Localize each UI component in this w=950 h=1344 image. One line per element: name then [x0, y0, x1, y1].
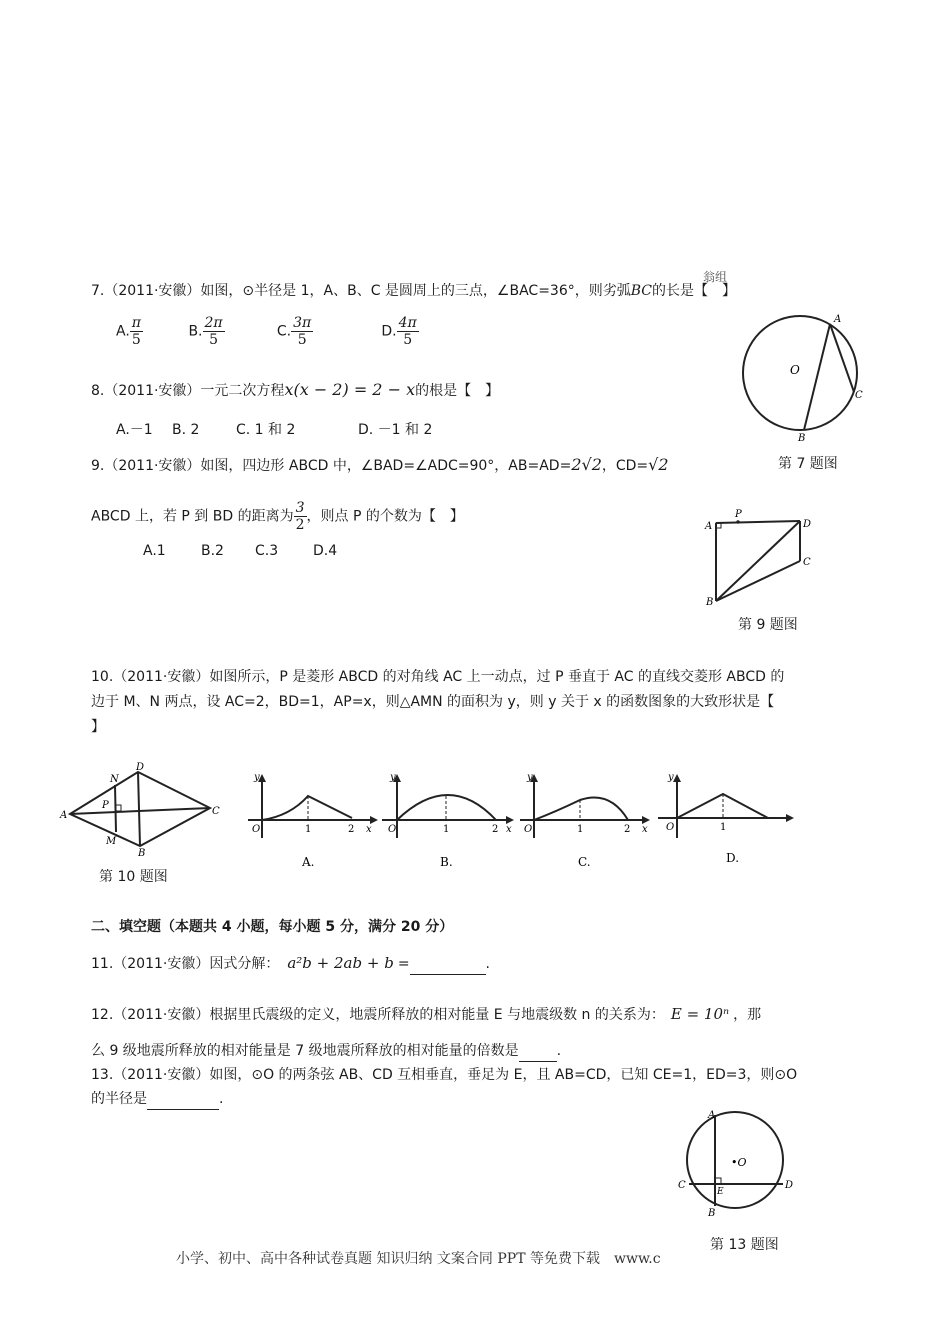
- q9-point-p: [736, 520, 740, 524]
- q9-label-p: P: [735, 509, 742, 520]
- q11-answer-blank[interactable]: [410, 954, 486, 975]
- q9-label-a: A: [705, 521, 713, 532]
- svg-text:1: 1: [577, 824, 584, 835]
- q10-caption: 第 10 题图: [99, 869, 168, 885]
- q7-arc-scribble: 翁组: [703, 270, 728, 284]
- q10-graphs: [240, 768, 800, 868]
- q11-end: .: [485, 956, 490, 972]
- q9-label-c: C: [803, 557, 811, 568]
- svg-text:2: 2: [492, 824, 499, 835]
- svg-text:1: 1: [720, 822, 727, 833]
- q8-line: [91, 380, 499, 401]
- q13-label-a: A: [708, 1110, 716, 1121]
- q9-label-b: B: [706, 597, 714, 608]
- q10-label-p: P: [102, 800, 109, 811]
- q13-line2-text: 的半径是: [91, 1091, 147, 1107]
- footer-text: 小学、初中、高中各种试卷真题 知识归纳 文案合同 PPT 等免费下载 www.c: [176, 1251, 661, 1267]
- q10-label-c: C: [212, 806, 220, 817]
- q9-caption: 第 9 题图: [738, 617, 798, 633]
- q7-text-a: 7.（2011·安徽）如图，⊙半径是 1，A、B、C 是圆周上的三点，∠BAC=36°，则劣弧: [91, 283, 631, 299]
- q10-figure: [58, 760, 228, 860]
- q10-label-m: M: [106, 836, 117, 847]
- q9-option-a: A.1: [143, 543, 166, 559]
- q10-graph-d: [658, 772, 794, 865]
- q7-option-a: A. $\frac{\pi}{5}$: [116, 315, 141, 348]
- q8-text-b: 的根是【 】: [415, 383, 500, 399]
- svg-text:O: O: [252, 824, 261, 835]
- q10-graph-label-d: D.: [726, 851, 740, 865]
- svg-text:x: x: [366, 824, 372, 835]
- svg-text:2: 2: [348, 824, 355, 835]
- q10-label-b: B: [138, 848, 146, 859]
- q8-options: [116, 419, 432, 439]
- q7-arc: BC: [630, 283, 653, 299]
- svg-text:1: 1: [443, 824, 450, 835]
- q7-line: [91, 281, 736, 301]
- q13-label-o: •O: [731, 1156, 747, 1169]
- q7-label-b: B: [798, 433, 806, 443]
- q13-label-d: D: [785, 1180, 794, 1191]
- q13-label-c: C: [678, 1180, 686, 1191]
- q9-line2-b: ，则点 P 的个数为【 】: [306, 508, 464, 525]
- q13-answer-blank[interactable]: [147, 1089, 219, 1110]
- q11-text-a: 11.（2011·安徽）因式分解：: [91, 956, 280, 972]
- q8-text-a: 8.（2011·安徽）一元二次方程: [91, 383, 285, 399]
- q7-caption: 第 7 题图: [778, 456, 838, 472]
- q9-line2-a: ABCD 上，若 P 到 BD 的距离为: [91, 508, 294, 525]
- svg-text:O: O: [524, 824, 533, 835]
- q10-label-d: D: [136, 762, 145, 773]
- svg-text:y: y: [668, 772, 674, 783]
- svg-text:x: x: [642, 824, 648, 835]
- q8-option-d: D. －1 和 2: [358, 422, 433, 438]
- q13-line2: [91, 1089, 223, 1110]
- q10-line3: 】: [91, 719, 105, 735]
- q7-label-a: A: [834, 314, 842, 325]
- q10-right-angle: [116, 805, 121, 811]
- q13-label-b: B: [708, 1208, 716, 1219]
- q10-graph-b: [382, 772, 514, 868]
- q9-option-c: C.3: [255, 543, 279, 559]
- q9-ab-value: 2√2: [571, 455, 602, 474]
- q12-line1-b: ，那: [733, 1007, 762, 1023]
- q9-line2: [91, 500, 464, 533]
- q7-figure: [738, 308, 868, 443]
- svg-text:y: y: [254, 772, 260, 783]
- q7-label-o: O: [790, 363, 800, 377]
- q7-options: [116, 315, 419, 348]
- svg-text:y: y: [527, 772, 533, 783]
- q7-chord-ab: [804, 324, 830, 430]
- q10-label-a: A: [60, 810, 68, 821]
- q9-line1: [91, 455, 669, 476]
- q11-equals: =: [397, 956, 410, 972]
- q7-option-b: B. $\frac{2\pi}{5}$: [188, 315, 223, 348]
- q11-expression: a²b + 2ab + b: [287, 954, 394, 972]
- q10-graph-label-a: A.: [302, 855, 315, 868]
- q7-label-c: C: [855, 390, 863, 401]
- q10-diagonal-bd: [138, 772, 140, 846]
- section2-heading: 二、填空题（本题共 4 小题，每小题 5 分，满分 20 分）: [91, 919, 454, 935]
- q10-graph-c: [520, 772, 650, 868]
- q13-end: .: [219, 1091, 224, 1107]
- q7-option-d: D. $\frac{4\pi}{5}$: [381, 315, 417, 348]
- q13-line1: 13.（2011·安徽）如图，⊙O 的两条弦 AB、CD 互相垂直，垂足为 E，且 AB=CD，已知 CE=1，ED=3，则⊙O: [91, 1067, 798, 1083]
- q9-option-d: D.4: [313, 543, 338, 559]
- svg-text:y: y: [390, 772, 396, 783]
- svg-text:O: O: [388, 824, 397, 835]
- q9-side-bc: [716, 561, 800, 601]
- q8-option-a: A.－1: [116, 422, 153, 438]
- q10-graph-a: [248, 772, 378, 868]
- q7-circle: [743, 316, 857, 430]
- q9-figure: [700, 505, 825, 610]
- q9-cd-value: √2: [648, 455, 669, 474]
- q8-option-b: B. 2: [172, 422, 200, 438]
- q9-options: [143, 543, 337, 559]
- q10-graph-label-b: B.: [440, 855, 453, 868]
- q7-text-b: 的长是【 】: [652, 283, 737, 299]
- q11-line: [91, 953, 490, 975]
- q10-graph-label-c: C.: [578, 855, 591, 868]
- q12-line2: [91, 1041, 561, 1062]
- q13-figure: [675, 1108, 795, 1228]
- q9-diagonal-bd: [716, 521, 800, 601]
- q10-label-n: N: [110, 774, 119, 785]
- q13-caption: 第 13 题图: [710, 1237, 779, 1253]
- q13-label-e: E: [717, 1187, 724, 1197]
- svg-text:O: O: [666, 822, 675, 833]
- q10-line2: 边于 M、N 两点，设 AC=2，BD=1，AP=x，则△AMN 的面积为 y，则 y 关于 x 的函数图象的大致形状是【: [91, 694, 775, 710]
- q8-option-c: C. 1 和 2: [236, 422, 296, 438]
- q9-label-d: D: [803, 519, 812, 530]
- q9-text-b: ，CD=: [601, 458, 649, 474]
- q12-formula: E = 10ⁿ: [670, 1005, 730, 1023]
- q9-option-b: B.2: [201, 543, 224, 559]
- svg-text:1: 1: [305, 824, 312, 835]
- svg-text:2: 2: [624, 824, 631, 835]
- svg-text:x: x: [506, 824, 512, 835]
- q9-distance: $\frac{3}{2}$: [295, 500, 305, 533]
- q9-text-a: 9.（2011·安徽）如图，四边形 ABCD 中，∠BAD=∠ADC=90°，AB=AD=: [91, 458, 572, 474]
- q10-line1: 10.（2011·安徽）如图所示，P 是菱形 ABCD 的对角线 AC 上一动点，过 P 垂直于 AC 的直线交菱形 ABCD 的: [91, 669, 785, 685]
- q12-line1-a: 12.（2011·安徽）根据里氏震级的定义，地震所释放的相对能量 E 与地震级数 n 的关系为：: [91, 1007, 665, 1023]
- q12-end: .: [556, 1043, 562, 1059]
- q7-option-c: C. $\frac{3\pi}{5}$: [276, 315, 312, 348]
- q8-equation: x(x − 2) = 2 − x: [284, 380, 416, 399]
- q9-side-ad: [716, 521, 800, 523]
- q12-line2-text: 么 9 级地震所释放的相对能量是 7 级地震所释放的相对能量的倍数是: [91, 1043, 519, 1059]
- q12-line1: [91, 1004, 761, 1025]
- q12-answer-blank[interactable]: [519, 1041, 557, 1062]
